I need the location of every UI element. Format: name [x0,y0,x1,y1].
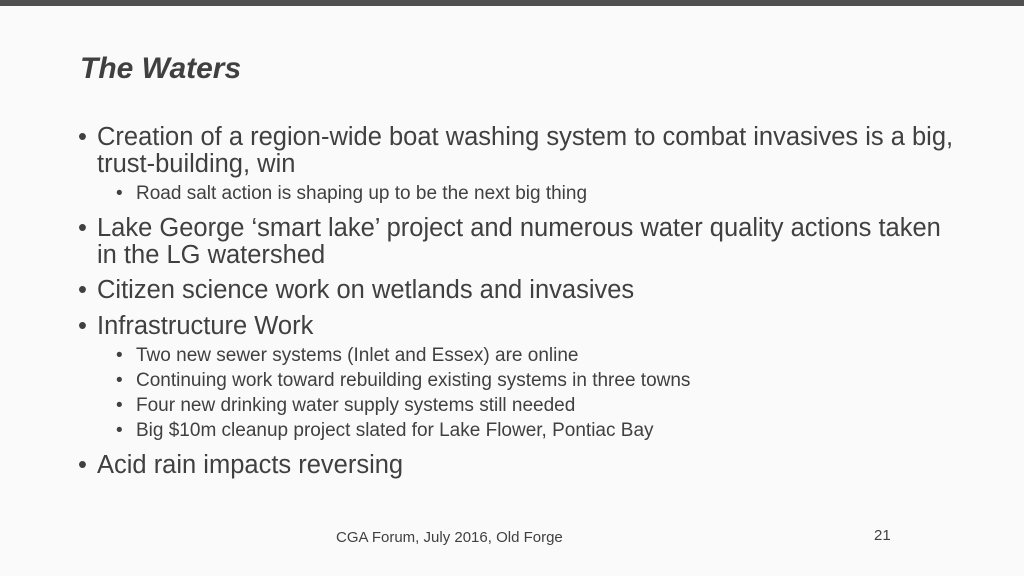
bullet-icon: • [78,214,87,242]
sub-bullet-text: Road salt action is shaping up to be the next big thing [136,183,588,204]
bullet-icon: • [78,276,87,304]
bullet-text: Citizen science work on wetlands and invasives [97,276,635,304]
bullet-item [78,313,958,340]
slide-top-bar [0,0,1024,6]
bullet-text: Lake George ‘smart lake’ project and numerous water quality actions taken in the LG watershed [97,214,941,269]
sub-bullet-item [78,418,958,443]
bullet-icon: • [78,123,87,151]
bullet-item [78,124,958,177]
bullet-icon: • [78,311,87,340]
sub-bullet-item [78,181,958,206]
sub-bullet-text: Continuing work toward rebuilding existing systems in three towns [136,370,691,391]
slide-footer: CGA Forum, July 2016, Old Forge [336,529,563,546]
sub-bullet-item [78,368,958,393]
sub-bullet-text: Big $10m cleanup project slated for Lake Flower, Pontiac Bay [136,420,654,441]
bullet-text: Infrastructure Work [97,311,314,340]
bullet-icon: • [116,183,123,204]
slide-page-number: 21 [874,527,891,544]
sub-bullet-text: Two new sewer systems (Inlet and Essex) are online [136,345,579,366]
slide-title: The Waters [80,52,242,85]
bullet-item [78,277,958,304]
sub-bullet-item [78,393,958,418]
bullet-icon: • [116,420,123,441]
bullet-item [78,215,958,268]
bullet-text: Creation of a region-wide boat washing system to combat invasives is a big, trust-building, win [97,123,954,178]
bullet-icon: • [78,451,87,479]
slide-body [78,124,958,479]
bullet-text: Acid rain impacts reversing [97,451,404,479]
bullet-icon: • [116,370,123,391]
bullet-item [78,452,958,479]
bullet-icon: • [116,395,123,416]
bullet-icon: • [116,345,123,366]
sub-bullet-item [78,343,958,368]
sub-bullet-text: Four new drinking water supply systems still needed [136,395,576,416]
